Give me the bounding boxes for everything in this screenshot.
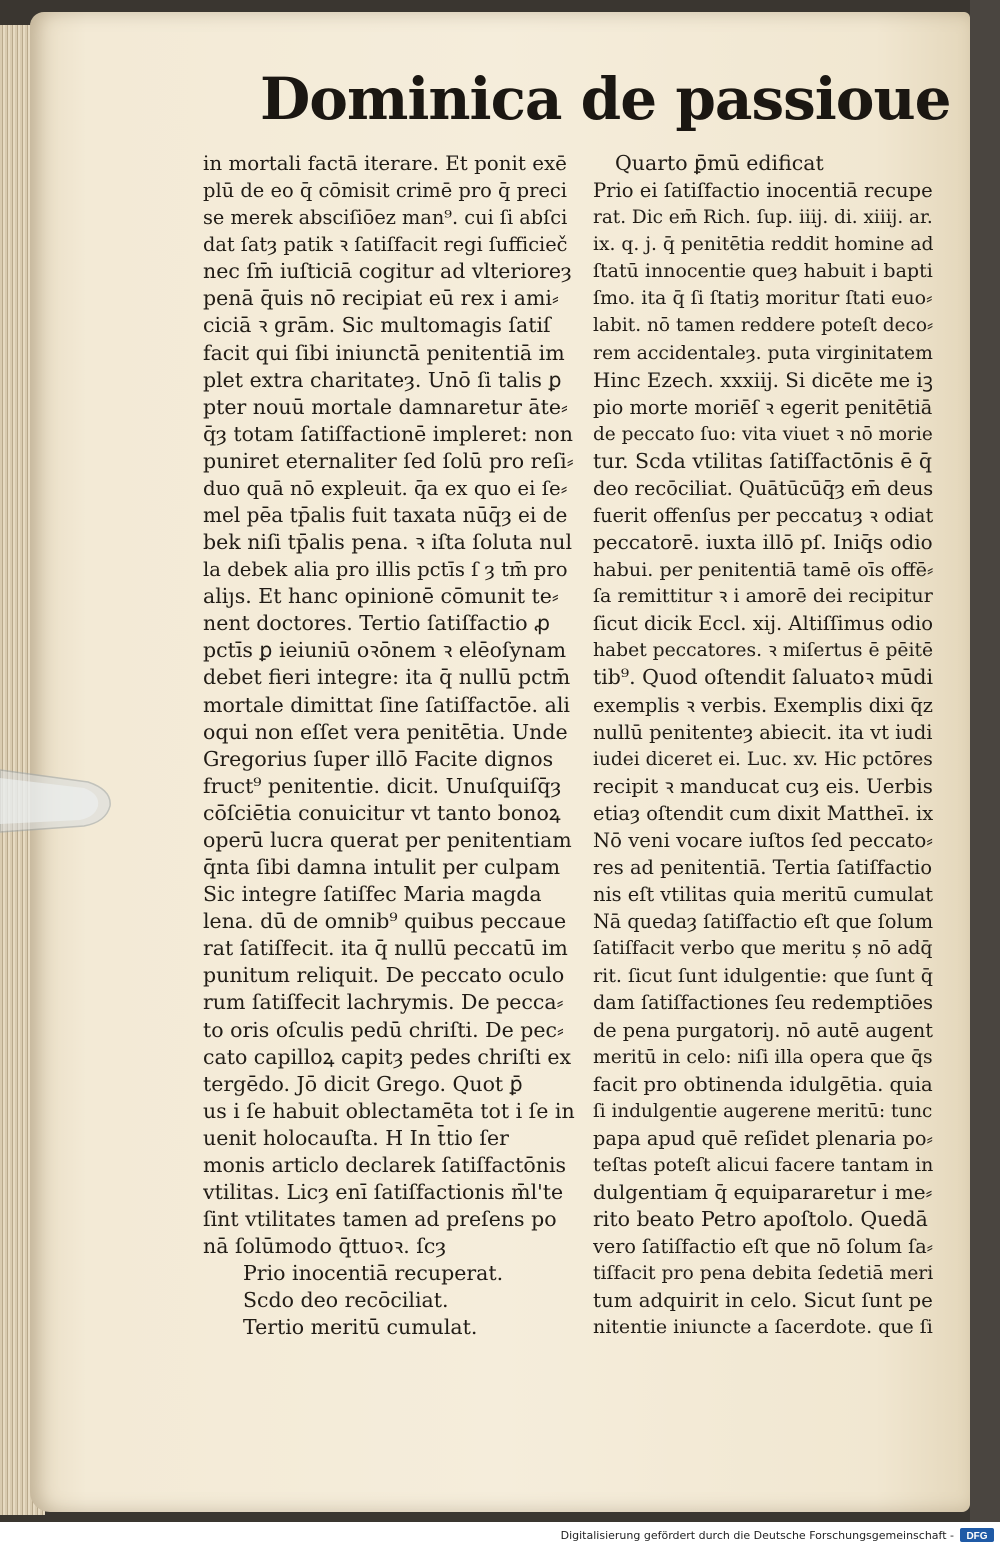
footer-bar [0, 1522, 1000, 1549]
text-line: teſtas poteſt alicui facere tantam in [593, 1153, 934, 1176]
text-line: us i ſe habuit oblectamēta tot i ſe in [203, 1098, 575, 1123]
text-line: pio morte moriēſ ꝛ egerit penitētiā [593, 395, 933, 419]
text-line: Tertio meritū cumulat. [243, 1315, 478, 1340]
text-line: res ad penitentiā. Tertia ſatiſfactio [593, 856, 933, 880]
text-line: tergēdo. Jō dicit Grego. Quot ꝑ̄ [203, 1071, 523, 1096]
dfg-logo [960, 1528, 994, 1542]
left-text-column [203, 150, 575, 1341]
text-line: meritū in celo: niſi illa opera que q̄s [593, 1046, 933, 1068]
text-line: vtilitas. Licȝ enī ſatiſfactionis m̄l'te [203, 1179, 564, 1204]
text-line: Sic integre ſatiſfec Maria magda [203, 882, 542, 907]
text-line: monis articlo declarek ſatiſfactōnis [203, 1152, 567, 1177]
text-line: debet fieri integre: ita q̄ nullū pctm̄ [203, 665, 571, 690]
text-line: in mortali factā iterare. Et ponit exē [203, 152, 567, 175]
text-line: iudei diceret ei. Luc. xv. Hic pctōres [593, 748, 933, 770]
text-line: rat. Dic em̄ Rich. ſup. iiij. di. xiiij. ar. [593, 207, 933, 229]
text-line: dat ſatȝ patik ꝛ ſatiſfacit regi ſufficieč [203, 233, 568, 257]
text-line: nis eſt vtilitas quia meritū cumulat [593, 883, 934, 907]
text-line: facit qui ſibi iniunctā penitentiā im [203, 340, 565, 365]
text-line: papa apud quē reſidet plenaria po⸗ [593, 1126, 933, 1150]
text-line: rem accidentaleȝ. puta virginitatem [593, 342, 933, 364]
text-line: se merek absciſiōez man⁹. cui ſi abſci [203, 206, 568, 230]
text-line: ſicut dicik Eccl. xij. Altiſſimus odio [593, 612, 934, 636]
text-line: operū lucra querat per penitentiam [203, 827, 572, 852]
text-line: penā q̄uis nō recipiat eū rex i ami⸗ [203, 286, 559, 311]
text-line: Prio ei ſatiſfactio inocentiā recupe [593, 179, 933, 203]
right-text-column [593, 150, 940, 1341]
text-line: Nā quedaȝ ſatiſfactio eſt que ſolum [593, 910, 934, 934]
text-line: bek niſi tp̄alis pena. ꝛ iſta ſoluta nul [203, 530, 573, 555]
text-line: rito beato Petro apoſtolo. Quedā [593, 1207, 928, 1232]
text-line: pter nouū mortale damnaretur āte⸗ [203, 394, 568, 419]
text-line: aliȷs. Et hanc opinionē cōmunit te⸗ [203, 584, 559, 609]
text-line: mortale dimittat ſine ſatiſfactōe. ali [203, 692, 570, 717]
text-line: tum adquirit in celo. Sicut ſunt pe [593, 1289, 933, 1313]
text-line: uenit holocauſta. H In t̄tio ſer [203, 1125, 509, 1150]
text-line: to oris oſculis pedū chriſti. De pec⸗ [203, 1017, 564, 1042]
text-line: ſint vtilitates tamen ad preſens po [203, 1207, 557, 1232]
text-line: habui. per penitentiā tamē oīs offē⸗ [593, 558, 934, 582]
page-clip-holder [0, 760, 115, 845]
text-line: Gregorius ſuper illō Facite dignos [203, 746, 554, 771]
text-line: nā ſolūmodo q̄ttuoꝛ. ſcȝ [203, 1234, 447, 1259]
text-line: plet extra charitateȝ. Unō ſi talis ꝑ [203, 367, 562, 392]
text-line: labit. nō tamen reddere poteſt deco⸗ [593, 315, 934, 337]
text-line: dulgentiam q̄ equipararetur i me⸗ [593, 1179, 933, 1204]
text-line: fruct⁹ penitentie. dicit. Unuſquiſq̄ȝ [203, 773, 562, 798]
text-line: ſi indulgentie augerene meritū: tunc [593, 1100, 933, 1122]
text-line: pctīs ꝑ ieiuniū oꝛōnem ꝛ elēoſynam [203, 638, 567, 663]
text-line: Nō veni vocare iuſtos ſed peccato⸗ [593, 828, 933, 852]
text-line: dam ſatiſfactiones ſeu redemptiōes [593, 991, 934, 1015]
text-line: puniret eternaliter ſed ſolū pro reſi⸗ [203, 448, 574, 473]
scan-background-edge [970, 0, 1000, 1522]
text-line: de peccato ſuo: vita viuet ꝛ nō morie [593, 423, 933, 445]
text-line: Scdo deo recōciliat. [243, 1288, 449, 1313]
text-line: cōſciētia conuicitur vt tanto bonoꝝ [203, 800, 561, 825]
text-line: exemplis ꝛ verbis. Exemplis dixi q̄z [593, 693, 933, 717]
text-line: nullū penitenteȝ abiecit. ita vt iudi [593, 720, 933, 744]
text-line: ciciā ꝛ grām. Sic multomagis ſatiſ [203, 313, 551, 338]
text-line: la debek alia pro illis pctīs ſ ȝ tm̄ pro [203, 558, 568, 582]
text-line: rit. ſicut ſunt idulgentie: que ſunt q̄ [593, 964, 934, 988]
text-line: nent doctores. Tertio ſatiſfactio ꝓ [203, 611, 550, 636]
text-line: de pena purgatoriȷ. nō autē augent [593, 1018, 933, 1042]
text-line: nec ſm̄ iuſticiā cogitur ad vlterioreȝ [203, 259, 572, 284]
text-line: fuerit offenſus per peccatuȝ ꝛ odiat [593, 504, 934, 528]
text-line: q̄ȝ totam ſatiſfactionē impleret: non [203, 421, 573, 446]
text-line: Prio inocentiā recuperat. [243, 1261, 504, 1286]
text-line: mel pēa tp̄alis fuit taxata nūq̄ȝ ei de [203, 503, 568, 528]
text-line: deo recōciliat. Quātūcūq̄ȝ em̄ deus [593, 476, 934, 500]
dfg-logo-text: DFG [966, 1531, 988, 1542]
text-line: peccatorē. iuxta illō pſ. Iniq̄s odio [593, 530, 933, 555]
text-line: ſatiſfacit verbo que meritu ș nō adq̄ [593, 937, 933, 960]
text-line: rat ſatiſfecit. ita q̄ nullū peccatū im [203, 936, 568, 961]
text-line: ix. q. j. q̄ penitētia reddit homine ad [593, 234, 934, 256]
text-line: tiſfacit pro pena debita ſedetiā meri [593, 1263, 934, 1285]
text-line: ſmo. ita q̄ ſi ſtatiȝ moritur ſtati euo⸗ [593, 287, 933, 310]
text-line: Hinc Ezech. xxxiij. Si dicēte me iꝫ [593, 368, 933, 392]
funding-credit: Digitalisierung gefördert durch die Deutsche Forschungsgemeinschaft - [560, 1529, 954, 1542]
text-line: duo quā nō expleuit. q̄a ex quo ei ſe⸗ [203, 476, 568, 500]
text-line: rum ſatiſfecit lachrymis. De pecca⸗ [203, 990, 564, 1015]
text-line: punitum reliquit. De peccato oculo [203, 963, 565, 988]
text-line: tib⁹. Quod oſtendit ſaluatoꝛ mūdi [593, 665, 934, 690]
text-line: nitentie iniuncte a ſacerdote. que ſi [593, 1316, 933, 1339]
text-line: plū de eo q̄ cōmisit crimē pro q̄ preci [203, 179, 567, 203]
text-line: oqui non eſſet vera penitētia. Unde [203, 719, 568, 744]
text-line: tur. Scda vtilitas ſatiſfactōnis ē q̄ [593, 448, 933, 473]
text-line: lena. dū de omnib⁹ quibus peccaue [203, 909, 567, 934]
text-line: Quarto ꝑ̄mū edificat [615, 151, 824, 175]
text-line: ſtatū innocentie queȝ habuit i bapti [593, 260, 933, 283]
text-line: ſa remittitur ꝛ i amorē dei recipitur [593, 585, 933, 608]
text-line: habet peccatores. ꝛ miſertus ē pēitē [593, 640, 934, 662]
text-line: vero ſatiſfactio eſt que nō ſolum ſa⸗ [593, 1235, 934, 1259]
text-line: facit pro obtinenda idulgētia. quia [593, 1072, 933, 1096]
text-line: cato capilloꝝ capitȝ pedes chriſti ex [203, 1044, 572, 1069]
text-line: q̄nta ſibi damna intulit per culpam [203, 855, 561, 880]
text-line: recipit ꝛ manducat cuȝ eis. Uerbis [593, 774, 933, 798]
text-line: etiaȝ oſtendit cum dixit Mattheī. ix [593, 801, 934, 825]
page-heading: Dominica de passioue [260, 65, 951, 133]
